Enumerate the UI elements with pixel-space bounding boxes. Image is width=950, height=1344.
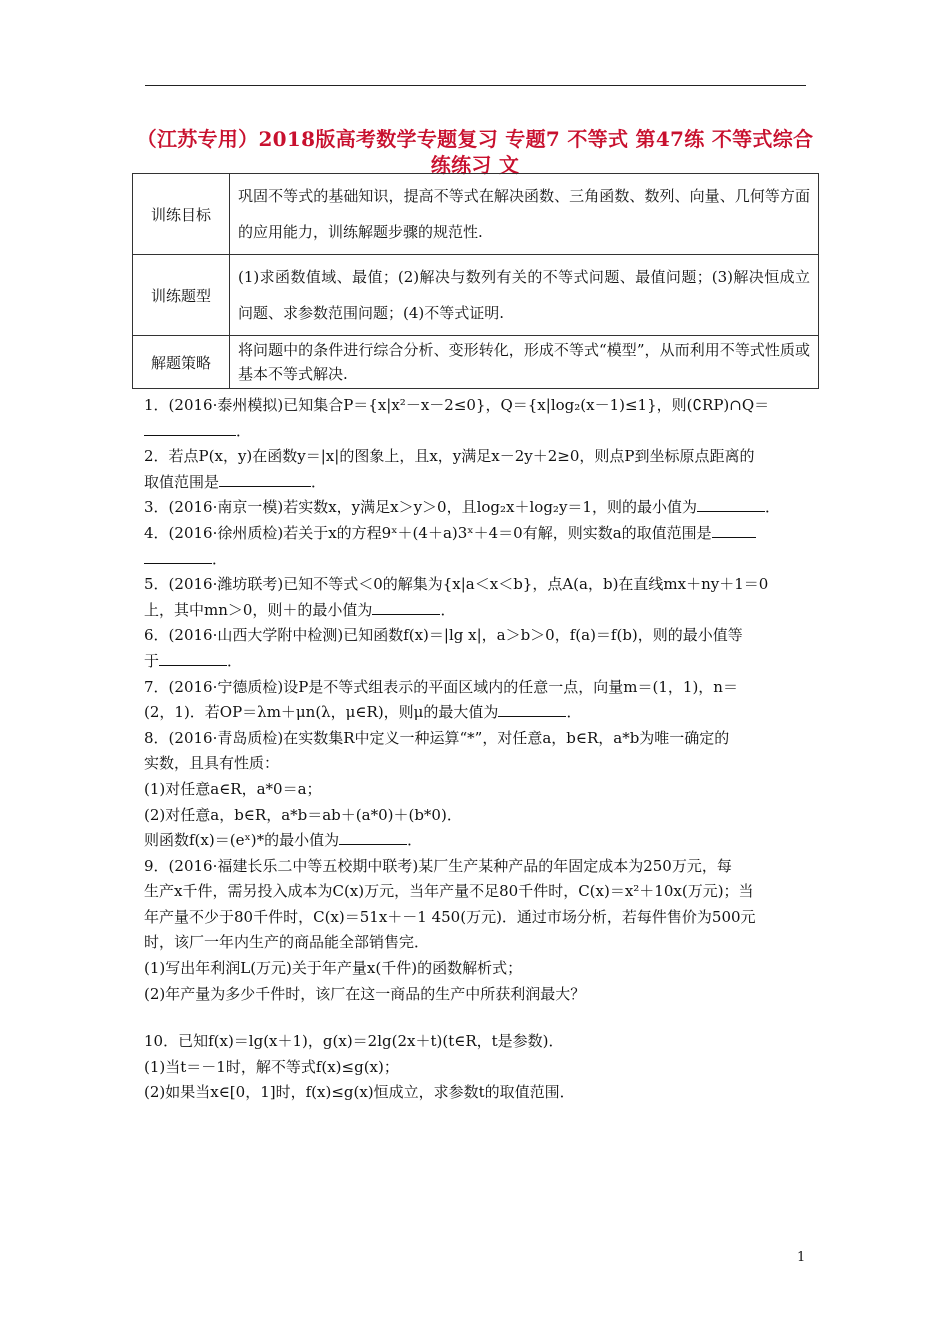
header-rule xyxy=(145,85,806,86)
problem-4 xyxy=(144,521,810,547)
punctuation: ． xyxy=(227,651,243,670)
answer-blank xyxy=(712,523,756,538)
answer-blank xyxy=(219,472,311,487)
problem-text: (2)年产量为多少千件时，该厂在这一商品的生产中所获利润最大？ xyxy=(144,984,586,1003)
answer-blank xyxy=(339,830,407,845)
problem-9 xyxy=(144,854,810,880)
problem-8-question xyxy=(144,828,810,854)
problem-text: 生产x千件，需另投入成本为C(x)万元，当年产量不足80千件时，C(x)＝x²＋10x(万元)；当 xyxy=(144,882,754,901)
problem-text: 年产量不少于80千件时，C(x)＝51x＋－1 450(万元)．通过市场分析，若每件售价为500元 xyxy=(144,907,756,926)
problem-9-part-2 xyxy=(144,982,810,1008)
problem-text: 则函数f(x)＝(eˣ)*的最小值为 xyxy=(144,831,340,850)
problem-text: 5．(2016·潍坊联考)已知不等式＜0的解集为{x|a＜x＜b}，点A(a，b)在直线mx＋ny＋1＝0 xyxy=(144,575,769,594)
spacer xyxy=(144,1007,810,1029)
training-info-table xyxy=(132,173,819,389)
problem-2 xyxy=(144,444,810,470)
punctuation: ． xyxy=(212,549,228,568)
problem-4-blank-line xyxy=(144,547,810,573)
row-text: 巩固不等式的基础知识，提高不等式在解决函数、三角函数、数列、向量、几何等方面的应用能力，训练解题步骤的规范性. xyxy=(230,174,819,255)
problem-5 xyxy=(144,572,810,598)
problem-8-property-2 xyxy=(144,803,810,829)
problem-8-property-1 xyxy=(144,777,810,803)
problem-text: 4．(2016·徐州质检)若关于x的方程9ˣ＋(4＋a)3ˣ＋4＝0有解，则实数a的取值范围是 xyxy=(144,523,712,542)
problem-list xyxy=(144,393,810,1106)
problem-10-part-2 xyxy=(144,1080,810,1106)
problem-text: (1)对任意a∈R，a*0＝a； xyxy=(144,779,322,798)
problem-7-cont xyxy=(144,700,810,726)
problem-2-cont xyxy=(144,470,810,496)
problem-text: 7．(2016·宁德质检)设P是不等式组表示的平面区域内的任意一点，向量m＝(1，1)，n＝ xyxy=(144,677,738,696)
problem-text: 8．(2016·青岛质检)在实数集R中定义一种运算“*”，对任意a，b∈R，a*b为唯一确定的 xyxy=(144,728,730,747)
document-title: （江苏专用）2018版高考数学专题复习 专题7 不等式 第47练 不等式综合练练习 文 xyxy=(136,127,814,177)
problem-5-cont xyxy=(144,598,810,624)
row-label: 解题策略 xyxy=(133,336,230,389)
problem-8-cont xyxy=(144,751,810,777)
problem-6 xyxy=(144,623,810,649)
punctuation: ． xyxy=(566,703,582,722)
problem-text: 9．(2016·福建长乐二中等五校期中联考)某厂生产某种产品的年固定成本为250万元，每 xyxy=(144,856,732,875)
problem-text: 2．若点P(x，y)在函数y＝|x|的图象上，且x，y满足x－2y＋2≥0，则点P到坐标原点距离的 xyxy=(144,447,755,466)
table-row xyxy=(133,174,819,255)
answer-blank xyxy=(372,600,440,615)
table-row xyxy=(133,255,819,336)
punctuation: ． xyxy=(440,600,456,619)
punctuation: ． xyxy=(764,498,780,517)
row-text: (1)求函数值域、最值；(2)解决与数列有关的不等式问题、最值问题；(3)解决恒成立问题、求参数范围问题；(4)不等式证明. xyxy=(230,255,819,336)
page-number: 1 xyxy=(797,1250,806,1265)
problem-text: (2)对任意a，b∈R，a*b＝ab＋(a*0)＋(b*0)． xyxy=(144,805,462,824)
problem-text: 3．(2016·南京一模)若实数x，y满足x＞y＞0，且log₂x＋log₂y＝1，则的最小值为 xyxy=(144,498,697,517)
problem-text: 上，其中mn＞0，则＋的最小值为 xyxy=(144,600,373,619)
answer-blank xyxy=(697,497,765,512)
problem-text: 6．(2016·山西大学附中检测)已知函数f(x)＝|lg x|，a＞b＞0，f(a)＝f(b)，则的最小值等 xyxy=(144,626,743,645)
problem-text: (2)如果当x∈[0，1]时，f(x)≤g(x)恒成立，求参数t的取值范围． xyxy=(144,1083,575,1102)
problem-9-part-1 xyxy=(144,956,810,982)
problem-text: 于 xyxy=(144,651,160,670)
problem-3 xyxy=(144,495,810,521)
problem-7 xyxy=(144,675,810,701)
problem-text: 时，该厂一年内生产的商品能全部销售完． xyxy=(144,933,430,952)
problem-text: 10．已知f(x)＝lg(x＋1)，g(x)＝2lg(2x＋t)(t∈R，t是参数)． xyxy=(144,1032,564,1051)
problem-1-blank-line xyxy=(144,419,810,445)
punctuation: ． xyxy=(236,421,252,440)
problem-9-cont xyxy=(144,905,810,931)
row-label: 训练题型 xyxy=(133,255,230,336)
problem-text: (1)当t＝－1时，解不等式f(x)≤g(x)； xyxy=(144,1057,399,1076)
problem-text: (2，1)．若OP＝λm＋μn(λ，μ∈R)，则μ的最大值为 xyxy=(144,703,499,722)
problem-1 xyxy=(144,393,810,419)
problem-10 xyxy=(144,1029,810,1055)
answer-blank xyxy=(498,702,566,717)
answer-blank xyxy=(144,549,212,564)
answer-blank xyxy=(144,421,236,436)
problem-10-part-1 xyxy=(144,1055,810,1081)
table-row xyxy=(133,336,819,389)
problem-6-cont xyxy=(144,649,810,675)
row-text: 将问题中的条件进行综合分析、变形转化，形成不等式“模型”，从而利用不等式性质或基本不等式解决. xyxy=(230,336,819,389)
problem-text: 实数，且具有性质： xyxy=(144,754,280,773)
problem-9-cont xyxy=(144,930,810,956)
problem-text: (1)写出年利润L(万元)关于年产量x(千件)的函数解析式； xyxy=(144,959,523,978)
problem-text: 取值范围是 xyxy=(144,472,220,491)
problem-9-cont xyxy=(144,879,810,905)
row-label: 训练目标 xyxy=(133,174,230,255)
problem-8 xyxy=(144,726,810,752)
punctuation: ． xyxy=(311,472,327,491)
punctuation: ． xyxy=(407,831,423,850)
answer-blank xyxy=(159,651,227,666)
problem-text: 1．(2016·泰州模拟)已知集合P＝{x|x²－x－2≤0}，Q＝{x|log₂(x－1)≤1}，则(∁RP)∩Q＝ xyxy=(144,396,770,414)
